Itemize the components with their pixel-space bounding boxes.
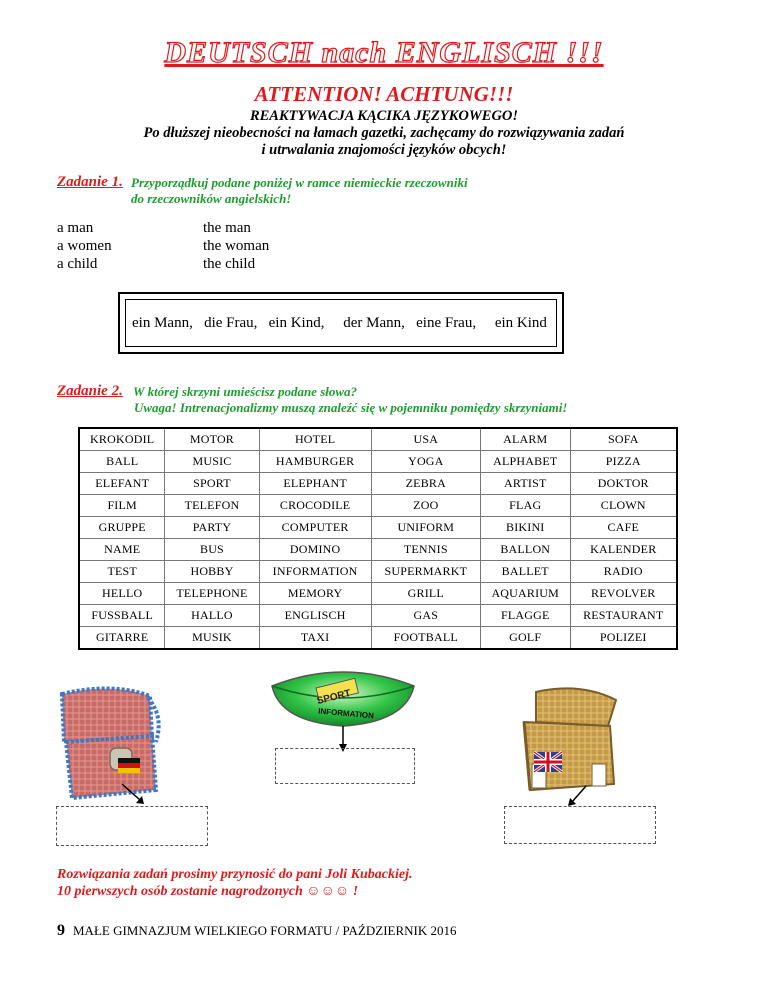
table-cell: DOMINO	[259, 539, 371, 561]
table-row	[79, 473, 677, 495]
table-cell: ELEPHANT	[259, 473, 371, 495]
task2-line-2: Uwaga! Intrenacjonalizmy muszą znaleźć się w pojemniku pomiędzy skrzyniami!	[134, 400, 568, 415]
task1-header	[57, 173, 123, 191]
arrow-down-icon	[120, 782, 150, 806]
table-cell: USA	[371, 428, 480, 451]
table-cell: ZOO	[371, 495, 480, 517]
left-word: a man	[57, 220, 94, 236]
bowl-label-information: INFORMATION	[317, 706, 375, 721]
word-table	[78, 427, 678, 650]
table-row	[79, 561, 677, 583]
table-cell: INFORMATION	[259, 561, 371, 583]
table-cell: DOKTOR	[570, 473, 677, 495]
intro-text	[0, 108, 768, 159]
task2-instructions	[133, 384, 567, 416]
left-word: a child	[57, 256, 98, 272]
table-cell: MUSIC	[165, 451, 259, 473]
table-cell: SUPERMARKT	[371, 561, 480, 583]
table-cell: MEMORY	[259, 583, 371, 605]
table-cell: KROKODIL	[79, 428, 165, 451]
table-cell: MUSIK	[165, 627, 259, 650]
table-cell: SOFA	[570, 428, 677, 451]
solutions-line-2: 10 pierwszych osób zostanie nagrodzonych ☺☺☺ !	[57, 884, 359, 899]
table-cell: ZEBRA	[371, 473, 480, 495]
table-cell: FILM	[79, 495, 165, 517]
intro-line-2: Po dłuższej nieobecności na łamach gazetki, zachęcamy do rozwiązywania zadań	[143, 125, 625, 141]
english-chest-icon	[510, 686, 630, 798]
intro-line-3: i utrwalania znajomości języków obcych!	[261, 142, 507, 158]
table-row	[79, 627, 677, 650]
table-cell: RADIO	[570, 561, 677, 583]
table-cell: COMPUTER	[259, 517, 371, 539]
table-cell: HOTEL	[259, 428, 371, 451]
german-answer-box[interactable]	[56, 806, 208, 846]
table-cell: SPORT	[165, 473, 259, 495]
table-cell: TEST	[79, 561, 165, 583]
table-cell: GITARRE	[79, 627, 165, 650]
table-cell: PIZZA	[570, 451, 677, 473]
task2-label: Zadanie 2.	[57, 383, 123, 399]
table-cell: TENNIS	[371, 539, 480, 561]
table-cell: TELEFON	[165, 495, 259, 517]
arrow-down-icon	[566, 784, 596, 808]
table-cell: TELEPHONE	[165, 583, 259, 605]
table-cell: ELEFANT	[79, 473, 165, 495]
table-cell: CLOWN	[570, 495, 677, 517]
table-cell: BALLON	[480, 539, 570, 561]
task2-line-1: W której skrzyni umieścisz podane słowa?	[133, 384, 358, 399]
table-cell: CAFE	[570, 517, 677, 539]
german-nouns-box	[118, 292, 564, 354]
task2-header	[57, 382, 123, 400]
international-answer-box[interactable]	[275, 748, 415, 784]
table-cell: REVOLVER	[570, 583, 677, 605]
table-cell: GAS	[371, 605, 480, 627]
table-row	[79, 583, 677, 605]
german-nouns-text: ein Mann, die Frau, ein Kind, der Mann, eine Frau, ein Kind	[125, 299, 557, 347]
table-cell: FUSSBALL	[79, 605, 165, 627]
table-cell: BUS	[165, 539, 259, 561]
table-cell: BIKINI	[480, 517, 570, 539]
table-cell: HOBBY	[165, 561, 259, 583]
table-cell: BALL	[79, 451, 165, 473]
english-answer-box[interactable]	[504, 806, 656, 844]
table-row	[79, 495, 677, 517]
task1-label: Zadanie 1.	[57, 174, 123, 190]
table-cell: CROCODILE	[259, 495, 371, 517]
table-cell: ALARM	[480, 428, 570, 451]
table-cell: GRILL	[371, 583, 480, 605]
solutions-line-1: Rozwiązania zadań prosimy przynosić do pani Joli Kubackiej.	[57, 867, 413, 882]
table-cell: HALLO	[165, 605, 259, 627]
solutions-note	[57, 866, 413, 900]
table-cell: FLAGGE	[480, 605, 570, 627]
table-row	[79, 428, 677, 451]
table-cell: POLIZEI	[570, 627, 677, 650]
intro-line-1: REAKTYWACJA KĄCIKA JĘZYKOWEGO!	[249, 108, 519, 124]
right-word-list	[203, 219, 269, 273]
right-word: the woman	[203, 238, 270, 254]
table-cell: GRUPPE	[79, 517, 165, 539]
bowl-label-sport: SPORT	[315, 688, 352, 708]
table-row	[79, 605, 677, 627]
table-cell: YOGA	[371, 451, 480, 473]
page-number: 9	[57, 922, 65, 939]
page-title: DEUTSCH nach ENGLISCH !!!	[164, 36, 604, 69]
table-cell: HAMBURGER	[259, 451, 371, 473]
table-cell: MOTOR	[165, 428, 259, 451]
table-cell: KALENDER	[570, 539, 677, 561]
table-cell: BALLET	[480, 561, 570, 583]
table-cell: ALPHABET	[480, 451, 570, 473]
page-footer	[57, 922, 457, 940]
task1-instructions	[131, 175, 468, 207]
table-cell: RESTAURANT	[570, 605, 677, 627]
table-cell: TAXI	[259, 627, 371, 650]
german-chest-icon	[52, 686, 172, 806]
international-bowl-icon	[268, 664, 418, 754]
left-word: a women	[57, 238, 112, 254]
table-cell: NAME	[79, 539, 165, 561]
table-cell: UNIFORM	[371, 517, 480, 539]
publication-name: MAŁE GIMNAZJUM WIELKIEGO FORMATU / PAŹDZIERNIK 2016	[73, 923, 457, 938]
table-row	[79, 451, 677, 473]
table-cell: FOOTBALL	[371, 627, 480, 650]
right-word: the child	[203, 256, 256, 272]
attention-heading: ATTENTION! ACHTUNG!!!	[254, 82, 514, 106]
left-word-list	[57, 219, 112, 273]
table-cell: FLAG	[480, 495, 570, 517]
task1-line-1: Przyporządkuj podane poniżej w ramce niemieckie rzeczowniki	[131, 175, 468, 190]
task1-line-2: do rzeczowników angielskich!	[131, 191, 292, 206]
table-cell: AQUARIUM	[480, 583, 570, 605]
table-cell: ARTIST	[480, 473, 570, 495]
table-cell: GOLF	[480, 627, 570, 650]
table-cell: HELLO	[79, 583, 165, 605]
right-word: the man	[203, 220, 251, 236]
table-row	[79, 539, 677, 561]
table-cell: PARTY	[165, 517, 259, 539]
table-cell: ENGLISCH	[259, 605, 371, 627]
table-row	[79, 517, 677, 539]
